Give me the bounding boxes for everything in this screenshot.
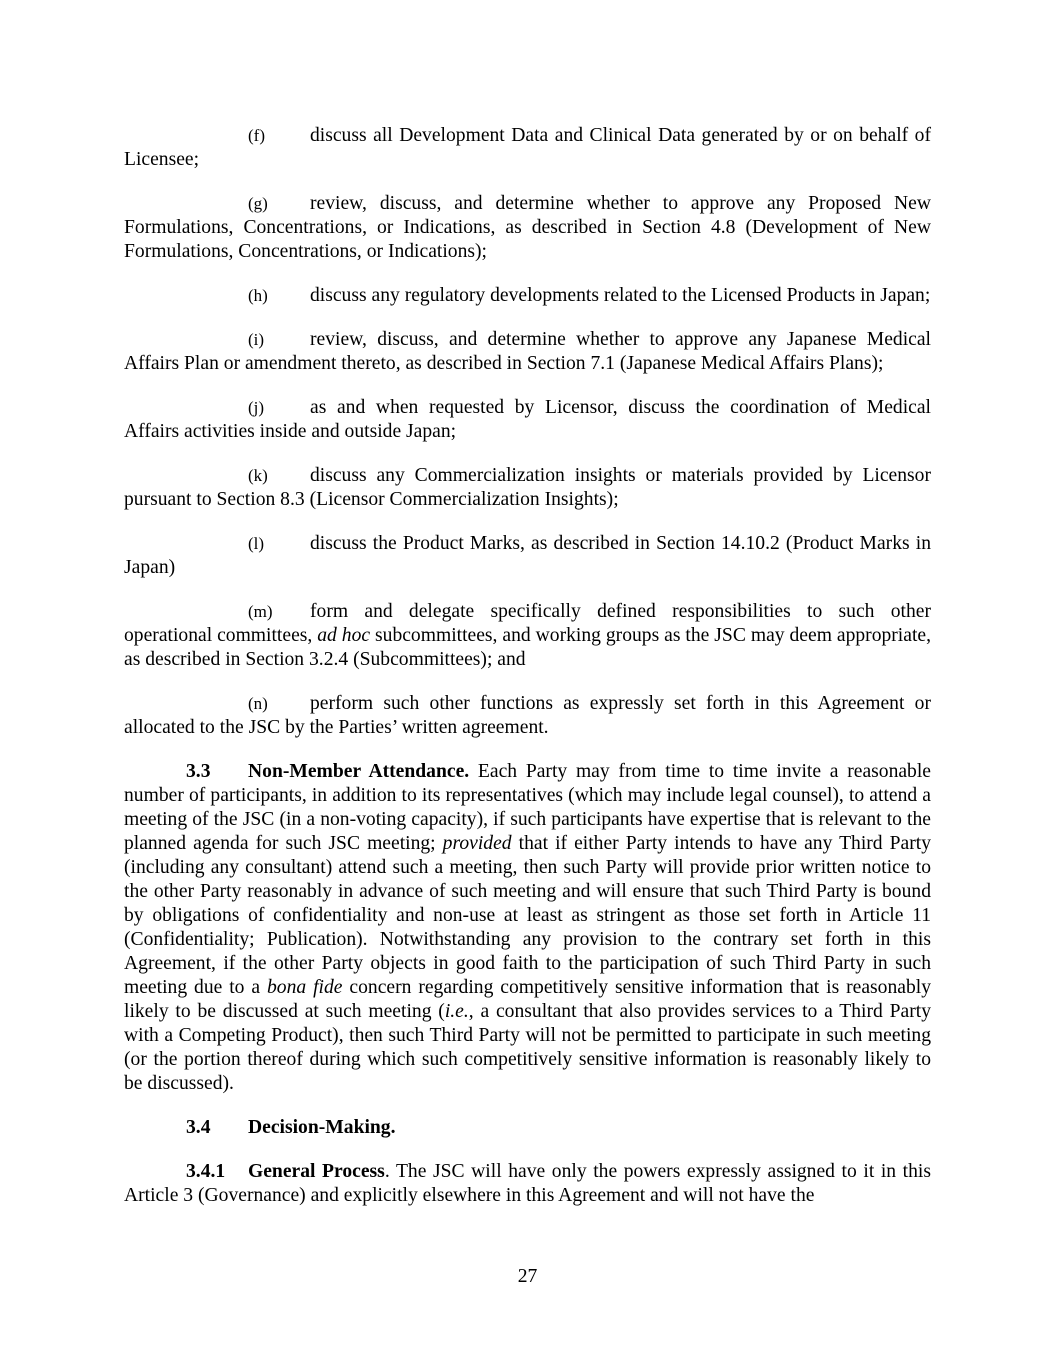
item-text: discuss any Commercialization insights or materials provided by Licensor pursuant to Section 8.3 (Licensor Commercialization Insights);	[124, 465, 931, 510]
list-item	[124, 532, 931, 580]
item-text: discuss any regulatory developments related to the Licensed Products in Japan;	[310, 285, 931, 306]
section-text: . The JSC will have only the powers expressly assigned to it in this Article 3 (Governance) and explicitly elsewhere in this Agreement and will not have the	[124, 1161, 931, 1206]
item-label: (m)	[248, 602, 273, 621]
item-text: form and delegate specifically defined responsibilities to such other operational committees,	[124, 601, 931, 646]
section-heading: Non-Member Attendance.	[248, 761, 470, 782]
section-text: that if either Party intends to have any Third Party (including any consultant) attend such a meeting, then such Party will provide prior written notice to the other Party reasonably in advance of such meeting and will ensure that such Third Party is bound by obligations of confidentiality and non-use at least as stringent as those set forth in Article 11 (Confidentiality; Publication). Notwithstanding any provision to the contrary set forth in this Agreement, if the other Party objects in good faith to the participation of such Third Party in such meeting due to a	[124, 833, 931, 998]
section-number: 3.3	[186, 761, 211, 782]
section-number: 3.4	[186, 1117, 211, 1138]
item-text: review, discuss, and determine whether to approve any Proposed New Formulations, Concentrations, or Indications, as described in Section 4.8 (Development of New Formulations, Concentrations, or Indications);	[124, 193, 931, 262]
page-number: 27	[517, 1266, 538, 1287]
section-text: , a consultant that also provides services to a Third Party with a Competing Product), then such Third Party will not be permitted to participate in such meeting (or the portion thereof during which such competitively sensitive information is reasonably likely to be discussed).	[124, 1001, 931, 1094]
list-item	[124, 124, 931, 172]
item-text: review, discuss, and determine whether to approve any Japanese Medical Affairs Plan or amendment thereto, as described in Section 7.1 (Japanese Medical Affairs Plans);	[124, 329, 931, 374]
item-label: (l)	[248, 534, 265, 553]
section-3-3	[124, 760, 931, 1096]
item-label: (g)	[248, 194, 268, 213]
list-item	[124, 692, 931, 740]
item-text: discuss all Development Data and Clinical Data generated by or on behalf of Licensee;	[124, 125, 931, 170]
list-item	[124, 396, 931, 444]
item-label: (k)	[248, 466, 268, 485]
section-heading: General Process	[248, 1161, 385, 1182]
list-item	[124, 600, 931, 672]
item-label: (f)	[248, 126, 265, 145]
section-3-4	[124, 1116, 931, 1140]
section-number: 3.4.1	[186, 1161, 226, 1182]
item-text: discuss the Product Marks, as described in Section 14.10.2 (Product Marks in Japan)	[124, 533, 931, 578]
item-text: as and when requested by Licensor, discuss the coordination of Medical Affairs activities inside and outside Japan;	[124, 397, 931, 442]
section-text: concern regarding competitively sensitive information that is reasonably likely to be discussed at such meeting (	[124, 977, 931, 1022]
list-item	[124, 328, 931, 376]
section-3-4-1	[124, 1160, 931, 1208]
item-text: perform such other functions as expressly set forth in this Agreement or allocated to the JSC by the Parties’ written agreement.	[124, 693, 931, 738]
section-text-italic: i.e.	[444, 1001, 469, 1022]
list-item	[124, 192, 931, 264]
section-heading: Decision-Making.	[248, 1117, 396, 1138]
section-text-italic: bona fide	[267, 977, 343, 998]
item-label: (n)	[248, 694, 268, 713]
section-text: Each Party may from time to time invite a reasonable number of participants, in addition to its representatives (which may include legal counsel), to attend a meeting of the JSC (in a non-voting capacity), if such participants have expertise that is relevant to the planned agenda for such JSC meeting;	[124, 761, 931, 854]
list-item	[124, 284, 931, 308]
document-page	[124, 124, 931, 1228]
item-text-italic: ad hoc	[317, 625, 371, 646]
list-item	[124, 464, 931, 512]
item-label: (i)	[248, 330, 265, 349]
section-text-italic: provided	[442, 833, 512, 854]
item-text: subcommittees, and working groups as the JSC may deem appropriate, as described in Section 3.2.4 (Subcommittees); and	[124, 625, 931, 670]
item-label: (h)	[248, 286, 268, 305]
item-label: (j)	[248, 398, 265, 417]
